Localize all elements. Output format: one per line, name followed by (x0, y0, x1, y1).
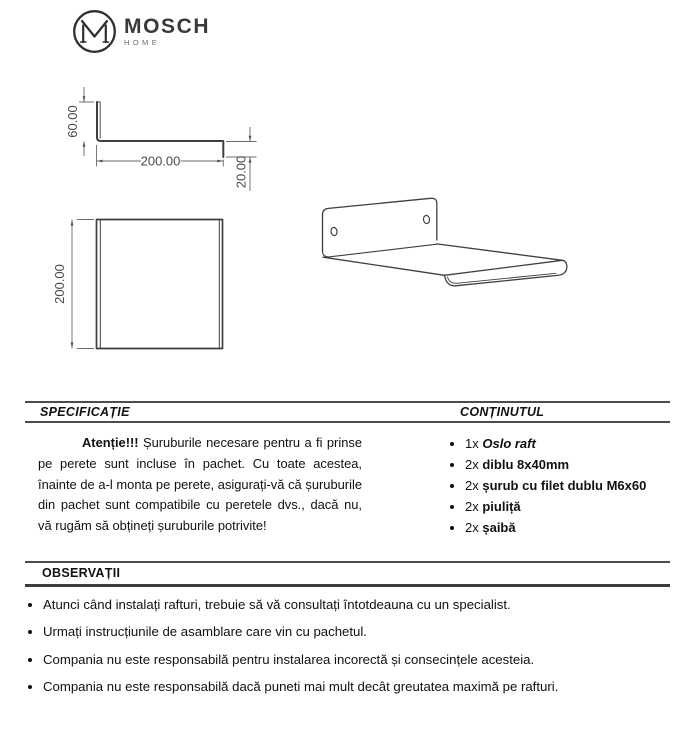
perspective-drawing (323, 198, 567, 286)
list-item: • Compania nu este responsabilă pentru instalarea incorectă și consecințele acesteia. (43, 653, 675, 667)
brand-name: MOSCH (124, 15, 211, 38)
item-quantity: 2x (465, 499, 479, 514)
item-quantity: 1x (465, 436, 479, 451)
divider-observations-bottom (25, 584, 670, 587)
brand-subtitle: HOME (124, 38, 161, 47)
list-item: • Compania nu este responsabilă dacă puneti mai mult decât greutatea maximă pe rafturi. (43, 680, 675, 694)
list-item: • Atunci când instalați rafturi, trebuie să vă consultați întotdeauna cu un specialist. (43, 598, 675, 612)
item-name: șaibă (482, 520, 516, 535)
specification-title: SPECIFICAȚIE (40, 405, 130, 419)
item-name: Oslo raft (482, 436, 536, 451)
list-item (465, 458, 646, 472)
item-name: diblu 8x40mm (482, 457, 570, 472)
list-item (465, 437, 646, 451)
dim-label-side-lip: 20.00 (233, 155, 249, 189)
item-quantity: 2x (465, 457, 479, 472)
list-item: • Urmați instrucțiunile de asamblare care vin cu pachetul. (43, 625, 675, 639)
attention-label: Atenție!!! (82, 435, 139, 450)
dim-label-front-height: 200.00 (52, 264, 67, 304)
specification-body: Șuruburile necesare pentru a fi prinse pe perete sunt incluse în pachet. Cu toate acestea, înainte de a-l monta pe perete, asigurați-vă că șuruburile din pachet sunt compatibile cu peretele dvs., dacă nu, vă rugăm să obțineți șuruburile potrivite! (38, 435, 362, 534)
front-view-drawing (52, 220, 223, 349)
contents-list (447, 437, 646, 542)
specification-paragraph (38, 433, 362, 537)
item-quantity: 2x (465, 478, 479, 493)
dim-label-side-depth: 200.00 (140, 153, 181, 169)
divider-observations-top (25, 561, 670, 563)
list-item (465, 500, 646, 514)
dim-label-side-height: 60.00 (65, 105, 80, 138)
list-item (465, 521, 646, 535)
observations-list (30, 598, 675, 708)
observations-title: OBSERVAȚII (42, 566, 121, 580)
side-view-drawing (65, 87, 257, 191)
contents-title: CONȚINUTUL (460, 405, 545, 419)
item-name: șurub cu filet dublu M6x60 (482, 478, 647, 493)
divider-top (25, 401, 670, 403)
item-quantity: 2x (465, 520, 479, 535)
list-item (465, 479, 646, 493)
item-name: piuliță (482, 499, 521, 514)
divider-under-headers (25, 421, 670, 423)
